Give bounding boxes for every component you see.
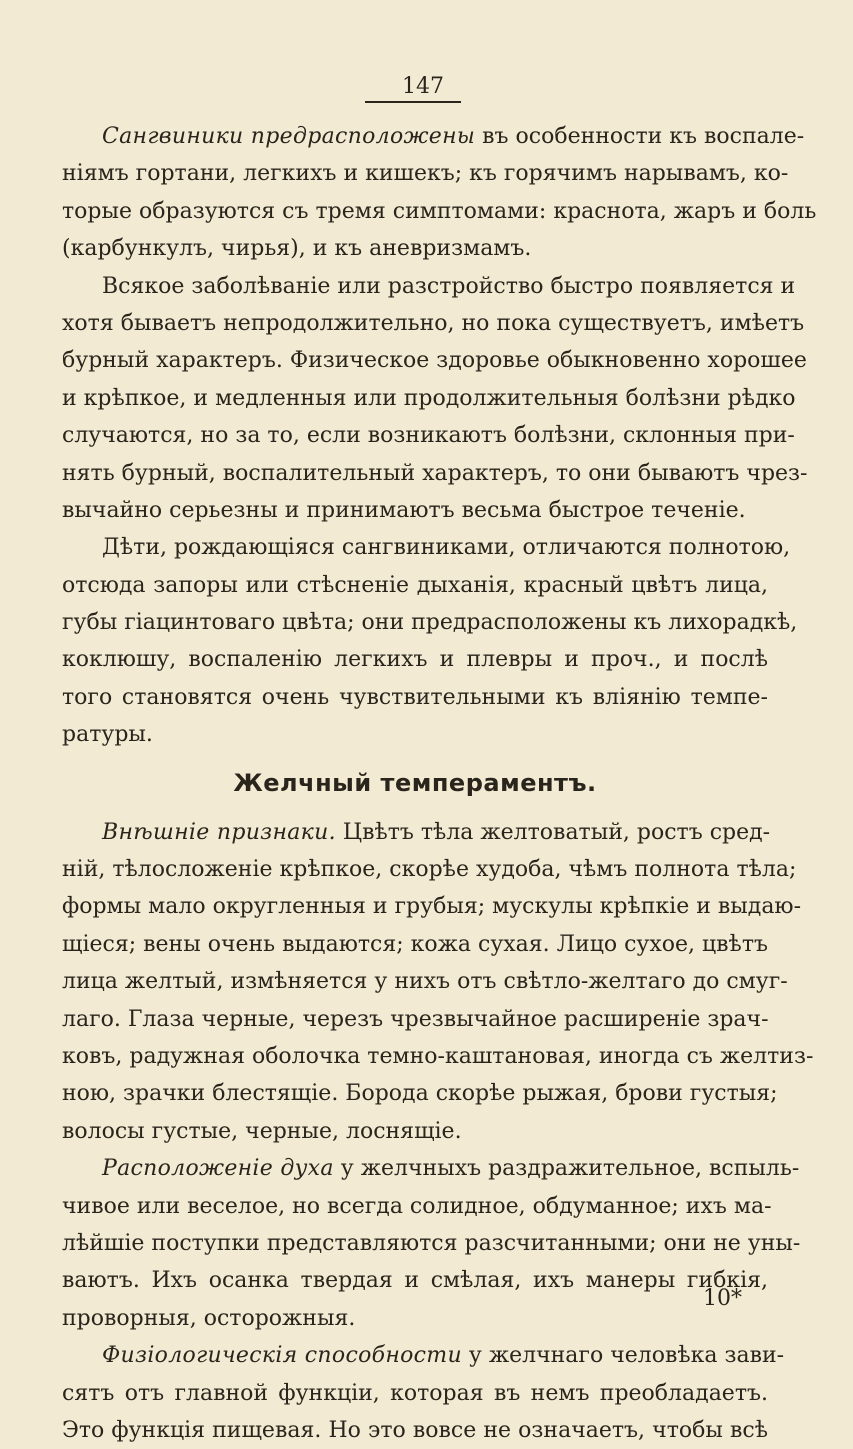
signature-mark: 10*	[703, 1286, 742, 1311]
text-line: Внѣшніе признаки. Цвѣтъ тѣла желтоватый, ростъ сред-	[102, 819, 771, 845]
text-line: хотя бываетъ непродолжительно, но пока существуетъ, имѣетъ	[62, 310, 805, 336]
italic-lead: Физіологическія способности	[102, 1343, 462, 1369]
paragraph	[62, 1337, 785, 1449]
text-line: Сангвиники предрасположены въ особенности къ воспале-	[102, 124, 805, 149]
text-line: вычайно серьезны и принимаютъ весьма быстрое теченіе.	[62, 497, 746, 523]
text-line: проворныя, осторожныя.	[62, 1305, 356, 1331]
text-line: губы гіацинтоваго цвѣта; они предрасположены къ лихорадкѣ,	[62, 610, 798, 636]
italic-lead: Сангвиники предрасположены	[102, 124, 476, 149]
text-line: того становятся очень чувствительными къ вліянію темпе-	[62, 684, 768, 710]
italic-lead: Внѣшніе признаки.	[102, 819, 336, 845]
paragraph	[62, 529, 798, 753]
text-line: щіеся; вены очень выдаются; кожа сухая. Лицо сухое, цвѣтъ	[62, 931, 768, 957]
text-line: Это функція пищевая. Но это вовсе не означаетъ, чтобы всѣ	[62, 1417, 768, 1443]
paragraph	[62, 268, 808, 530]
text-line: ковъ, радужная оболочка темно-каштановая, иногда съ желтиз-	[62, 1043, 814, 1069]
header-rule	[365, 101, 461, 103]
text-line: Всякое заболѣваніе или разстройство быстро появляется и	[102, 273, 796, 299]
text-line: ною, зрачки блестящіе. Борода скорѣе рыжая, брови густыя;	[62, 1081, 778, 1107]
text-line: коклюшу, воспаленію легкихъ и плевры и проч., и послѣ	[62, 647, 768, 673]
text-line: случаются, но за то, если возникаютъ болѣзни, склонныя при-	[62, 423, 795, 449]
text-line: формы мало округленныя и грубыя; мускулы крѣпкіе и выдаю-	[62, 894, 802, 920]
text-line: чивое или веселое, но всегда солидное, обдуманное; ихъ ма-	[62, 1193, 772, 1219]
text-line: (карбункулъ, чирья), и къ аневризмамъ.	[62, 236, 532, 262]
section-heading: Желчный темпераментъ.	[233, 768, 597, 797]
text-line: Физіологическія способности у желчнаго человѣка зави-	[102, 1343, 785, 1369]
text-line: Дѣти, рождающіяся сангвиниками, отличаются полнотою,	[102, 535, 791, 561]
text-line: ратуры.	[62, 722, 153, 748]
paragraph	[62, 814, 814, 1151]
text-line: ніямъ гортани, легкихъ и кишекъ; къ горячимъ нарывамъ, ко-	[62, 161, 789, 187]
text-line: лаго. Глаза черные, черезъ чрезвычайное расширеніе зрач-	[62, 1006, 769, 1032]
italic-lead: Расположеніе духа	[102, 1156, 334, 1182]
text-line: бурный характеръ. Физическое здоровье обыкновенно хорошее	[62, 348, 807, 374]
page-number: 147	[402, 74, 444, 99]
text-line: волосы густые, черные, лоснящіе.	[62, 1118, 462, 1144]
text-line: лѣйшіе поступки представляются разсчитанными; они не уны-	[62, 1230, 801, 1256]
text-line: сятъ отъ главной функціи, которая въ немъ преобладаетъ.	[62, 1380, 768, 1406]
text-line: ній, тѣлосложеніе крѣпкое, скорѣе худоба, чѣмъ полнота тѣла;	[62, 857, 797, 883]
text-line: торые образуются съ тремя симптомами: краснота, жаръ и боль	[62, 198, 817, 224]
paragraph	[62, 1150, 801, 1337]
paragraph	[62, 118, 817, 268]
text-line: ваютъ. Ихъ осанка твердая и смѣлая, ихъ манеры гибкія,	[62, 1268, 768, 1294]
text-line: нять бурный, воспалительный характеръ, то они бываютъ чрез-	[62, 460, 808, 486]
text-line: Расположеніе духа у желчныхъ раздражительное, вспыль-	[102, 1156, 800, 1182]
page-body	[62, 118, 817, 1449]
text-line: отсюда запоры или стѣсненіе дыханія, красный цвѣтъ лица,	[62, 572, 768, 598]
text-line: и крѣпкое, и медленныя или продолжительныя болѣзни рѣдко	[62, 385, 796, 411]
text-line: лица желтый, измѣняется у нихъ отъ свѣтло-желтаго до смуг-	[62, 969, 788, 995]
